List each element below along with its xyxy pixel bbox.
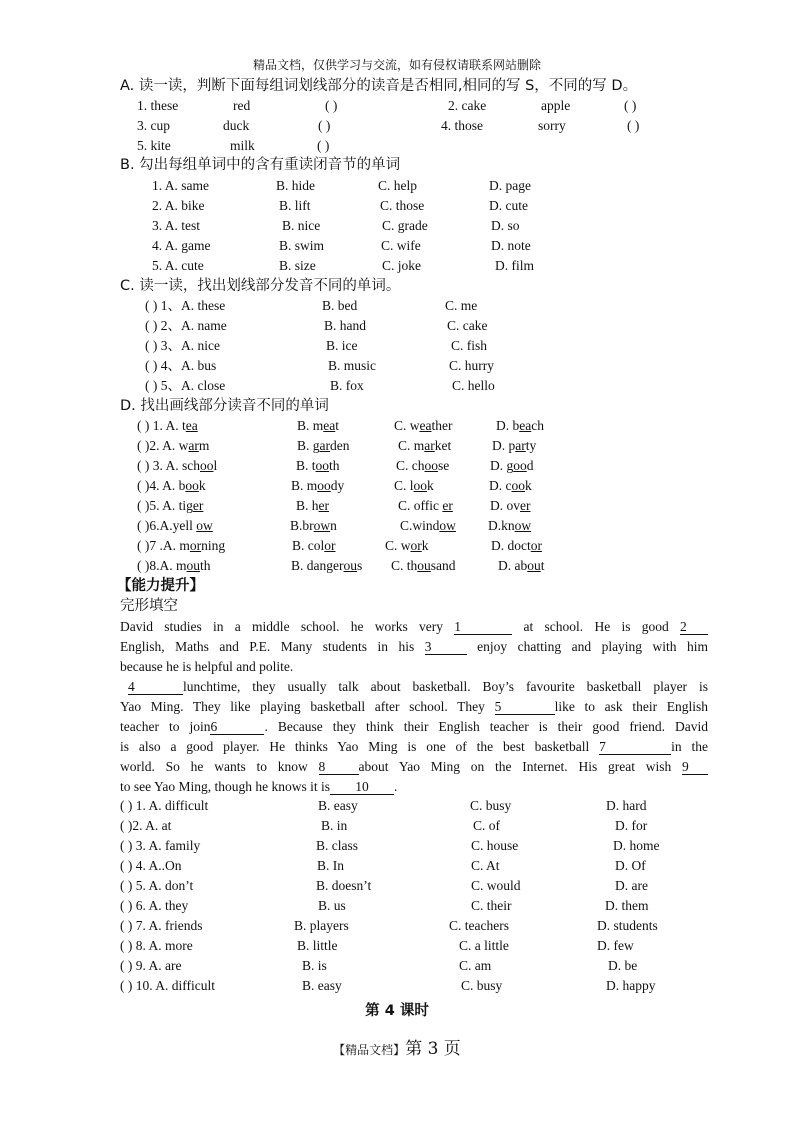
cloze-option: C. busy xyxy=(470,798,512,813)
cloze-option: D. students xyxy=(597,918,658,933)
section-d-title: D. 找出画线部分读音不同的单词 xyxy=(120,398,329,414)
section-d-option: C. weather xyxy=(394,418,453,433)
section-d-option: D. good xyxy=(490,458,534,473)
page-number: 第 3 页 xyxy=(405,1039,461,1059)
cloze-option: B. easy xyxy=(318,798,358,813)
section-b-option: B. size xyxy=(279,258,316,273)
section-b-option: C. help xyxy=(378,178,417,193)
cloze-option: B. us xyxy=(318,898,346,913)
cloze-option: ( )2. A. at xyxy=(120,818,172,833)
cloze-option: ( ) 6. A. they xyxy=(120,898,189,913)
section-d-option: B. dangerous xyxy=(291,558,363,573)
section-c-option: ( ) 4、A. bus xyxy=(145,358,217,373)
section-b-option: 4. A. game xyxy=(152,238,211,253)
section-b-option: 2. A. bike xyxy=(152,198,205,213)
cloze-option: D. hard xyxy=(606,798,647,813)
cloze-option: B. easy xyxy=(302,978,342,993)
cloze-option: B. In xyxy=(317,858,344,873)
page-footer xyxy=(0,1034,794,1059)
section-d-option: ( )5. A. tiger xyxy=(137,498,204,513)
cloze-option: ( ) 8. A. more xyxy=(120,938,193,953)
cloze-option: ( ) 7. A. friends xyxy=(120,918,203,933)
cloze-option: ( ) 5. A. don’t xyxy=(120,878,194,893)
section-c-option: B. bed xyxy=(322,298,358,313)
section-a-title: A. 读一读，判断下面每组词划线部分的读音是否相同,相同的写 S，不同的写 D。 xyxy=(120,78,638,94)
section-d-option: B. color xyxy=(292,538,336,553)
section-c-option: C. fish xyxy=(451,338,488,353)
section-d-option: ( )7 .A. morning xyxy=(137,538,226,553)
section-d-option: B. tooth xyxy=(296,458,340,473)
cloze-option: D. be xyxy=(608,958,638,973)
cloze-option: ( ) 1. A. difficult xyxy=(120,798,209,813)
cloze-option: C. teachers xyxy=(449,918,509,933)
cloze-option: D. for xyxy=(615,818,648,833)
section-d-option: D. party xyxy=(492,438,537,453)
cloze-option: C. of xyxy=(473,818,500,833)
document-page: 精品文档，仅供学习与交流，如有侵权请联系网站删除 A. 读一读，判断下面每组词划线部分的读音是否相同,相同的写 S，不同的写 D。 1. these red ( ) 2. cake apple ( ) 3. cup duck ( ) 4. those sorry ( ) 5. kite milk ( ) B. 勾出每组单词中的含有重读闭音节的单词 1. A. same B. hide C. help D. page 2. A. bike B. lift C. those D. cute 3. A. test B. nice C. grade D. so 4. A. game B. swim C. wife D. note 5. A. cute B. size C. joke D. film C. 读一读，找出划线部分发音不同的单词。 ( ) 1、A. these B. bed C. me ( ) 2、A. name B. hand C. cake ( ) 3、A. nice B. ice C. fish ( ) 4、A. bus B. music C. hurry ( ) 5、A. close B. fox C. hello D. 找出画线部分读音不同的单词 ( ) 1. A. tea B. meat C. weather D. beach ( )2. A. warm B. garden C. market D. party ( ) 3. A. school B. tooth C. choose D. good ( )4. A. book B. moody C. look D. cook ( )5. A. tiger B. her C. offic er D. over ( )6.A.yell ow B.brown C.window D.know ( )7 .A. morning B. color C. work D. doctor ( )8.A. mouth B. dangerous C. thousand D. about 【能力提升】 完形填空 David studies in a middle school. he works very 1 at school. He is good 2 English, Maths and P.E. Many students in his 3 enjoy chatting and playing with him because he is helpful and polite. 4 lunchtime, they usually talk about basketball. Boy’s favourite basketball player is Yao Ming. They like playing basketball after school. They 5 like to ask their English teacher to join6 . Because they think their English teacher is their good friend. David is also a good player. He thinks Yao Ming is one of the best basketball 7 in the world. So he wants to know 8 about Yao Ming on the Internet. His great wish 9 to see Yao Ming, though he knows it is 10 . ( ) 1. A. difficult B. easy C. busy D. hard ( )2. A. at B. in C. of D. for ( ) 3. A. family B. class C. house D. home ( ) 4. A..On B. In C. At D. Of ( ) 5. A. don’t B. doesn’t C. would D. are ( ) 6. A. they B. us C. their D. them ( ) 7. A. friends B. players C. teachers D. students ( ) 8. A. more B. little C. a little D. few ( ) 9. A. are B. is C. am D. be ( ) 10. A. difficult B. easy C. busy D. happy 第 4 课时 【精品文档】第 3 页 xyxy=(0,0,794,1123)
passage-line: English, Maths and P.E. Many students in his 3 enjoy chatting and playing with him xyxy=(120,639,709,654)
cloze-option: D. are xyxy=(615,878,648,893)
section-c-option: B. fox xyxy=(330,378,364,393)
cloze-option: C. house xyxy=(471,838,519,853)
section-b-option: 3. A. test xyxy=(152,218,201,233)
section-d-option: C. market xyxy=(398,438,452,453)
passage-line: to see Yao Ming, though he knows it is 10 . xyxy=(120,779,398,794)
section-d-option: D. beach xyxy=(496,418,544,433)
page-header: 精品文档，仅供学习与交流，如有侵权请联系网站删除 xyxy=(252,58,541,72)
section-b-option: B. swim xyxy=(279,238,325,253)
section-d-option: D.know xyxy=(488,518,532,533)
lesson-heading: 第 4 课时 xyxy=(365,1003,429,1019)
cloze-option: D. home xyxy=(613,838,660,853)
passage-line: because he is helpful and polite. xyxy=(120,659,294,674)
cloze-option: C. their xyxy=(471,898,512,913)
section-d-option: ( )6.A.yell ow xyxy=(137,518,213,533)
cloze-option: B. in xyxy=(321,818,348,833)
section-d-option: ( )2. A. warm xyxy=(137,438,210,453)
cloze-option: B. players xyxy=(294,918,349,933)
ability-title: 【能力提升】 xyxy=(117,578,204,594)
section-c-option: C. hello xyxy=(452,378,495,393)
section-d-option: B. moody xyxy=(291,478,345,493)
section-b-option: C. those xyxy=(380,198,425,213)
section-d-option: D. over xyxy=(490,498,531,513)
cloze-option: C. busy xyxy=(461,978,503,993)
section-c-option: C. cake xyxy=(447,318,488,333)
section-b-option: D. cute xyxy=(489,198,528,213)
passage-line: is also a good player. He thinks Yao Ming is one of the best basketball 7 in the xyxy=(120,739,708,754)
section-d-option: ( ) 3. A. school xyxy=(137,458,218,473)
cloze-option: ( ) 3. A. family xyxy=(120,838,201,853)
section-c-option: C. hurry xyxy=(449,358,494,373)
cloze-option: ( ) 9. A. are xyxy=(120,958,182,973)
section-c-option: C. me xyxy=(445,298,478,313)
section-c-option: ( ) 3、A. nice xyxy=(145,338,220,353)
section-d-option: C. offic er xyxy=(398,498,453,513)
section-c-option: ( ) 5、A. close xyxy=(145,378,226,393)
cloze-option: D. them xyxy=(605,898,649,913)
section-d-option: C. work xyxy=(385,538,429,553)
section-d-option: C. thousand xyxy=(391,558,456,573)
cloze-option: B. class xyxy=(316,838,358,853)
passage-line: teacher to join6 . Because they think their English teacher is their good friend. David xyxy=(120,719,708,734)
section-d-option: D. cook xyxy=(489,478,532,493)
section-b-title: B. 勾出每组单词中的含有重读闭音节的单词 xyxy=(120,157,401,173)
section-d-option: ( )4. A. book xyxy=(137,478,206,493)
passage-line: Yao Ming. They like playing basketball after school. They 5 like to ask their English xyxy=(120,699,708,714)
section-b-option: C. grade xyxy=(382,218,428,233)
section-d-option: B.brown xyxy=(290,518,337,533)
cloze-option: B. is xyxy=(302,958,327,973)
cloze-option: D. happy xyxy=(606,978,656,993)
section-b-option: B. lift xyxy=(279,198,311,213)
section-c-option: B. ice xyxy=(326,338,358,353)
section-d-option: C.window xyxy=(400,518,456,533)
cloze-option: D. Of xyxy=(615,858,646,873)
section-c-option: ( ) 1、A. these xyxy=(145,298,226,313)
section-b-option: C. wife xyxy=(381,238,421,253)
cloze-option: ( ) 4. A..On xyxy=(120,858,182,873)
cloze-option: C. would xyxy=(471,878,521,893)
footer-tag: 【精品文档】 xyxy=(333,1043,406,1057)
section-c-option: B. music xyxy=(328,358,377,373)
cloze-option: B. little xyxy=(297,938,338,953)
section-b-option: D. page xyxy=(489,178,531,193)
section-d-option: B. meat xyxy=(297,418,340,433)
cloze-option: C. At xyxy=(471,858,500,873)
section-b-option: 1. A. same xyxy=(152,178,209,193)
cloze-option: D. few xyxy=(597,938,634,953)
section-b-option: C. joke xyxy=(382,258,421,273)
cloze-option: C. a little xyxy=(459,938,509,953)
section-d-option: ( )8.A. mouth xyxy=(137,558,211,573)
passage-line: David studies in a middle school. he works very 1 at school. He is good 2 xyxy=(120,617,708,637)
section-d-option: D. about xyxy=(498,558,545,573)
section-d-option: B. garden xyxy=(297,438,350,453)
passage-line: world. So he wants to know 8 about Yao Ming on the Internet. His great wish 9 xyxy=(120,757,708,777)
section-b-option: D. film xyxy=(495,258,534,273)
section-c-title: C. 读一读，找出划线部分发音不同的单词。 xyxy=(120,278,401,294)
section-d-option: C. look xyxy=(394,478,434,493)
section-d-option: ( ) 1. A. tea xyxy=(137,418,198,433)
section-b-option: B. nice xyxy=(282,218,321,233)
section-b-option: B. hide xyxy=(276,178,315,193)
section-d-option: D. doctor xyxy=(491,538,542,553)
section-d-option: B. her xyxy=(296,498,330,513)
section-c-option: B. hand xyxy=(324,318,366,333)
passage-line: 4 lunchtime, they usually talk about basketball. Boy’s favourite basketball player is xyxy=(128,679,708,694)
section-b-option: D. note xyxy=(491,238,531,253)
cloze-option: C. am xyxy=(459,958,492,973)
cloze-option: ( ) 10. A. difficult xyxy=(120,978,215,993)
section-d-option: C. choose xyxy=(396,458,450,473)
section-b-option: D. so xyxy=(491,218,520,233)
cloze-option: B. doesn’t xyxy=(316,878,372,893)
section-b-option: 5. A. cute xyxy=(152,258,204,273)
cloze-subtitle: 完形填空 xyxy=(120,598,178,614)
section-c-option: ( ) 2、A. name xyxy=(145,318,227,333)
